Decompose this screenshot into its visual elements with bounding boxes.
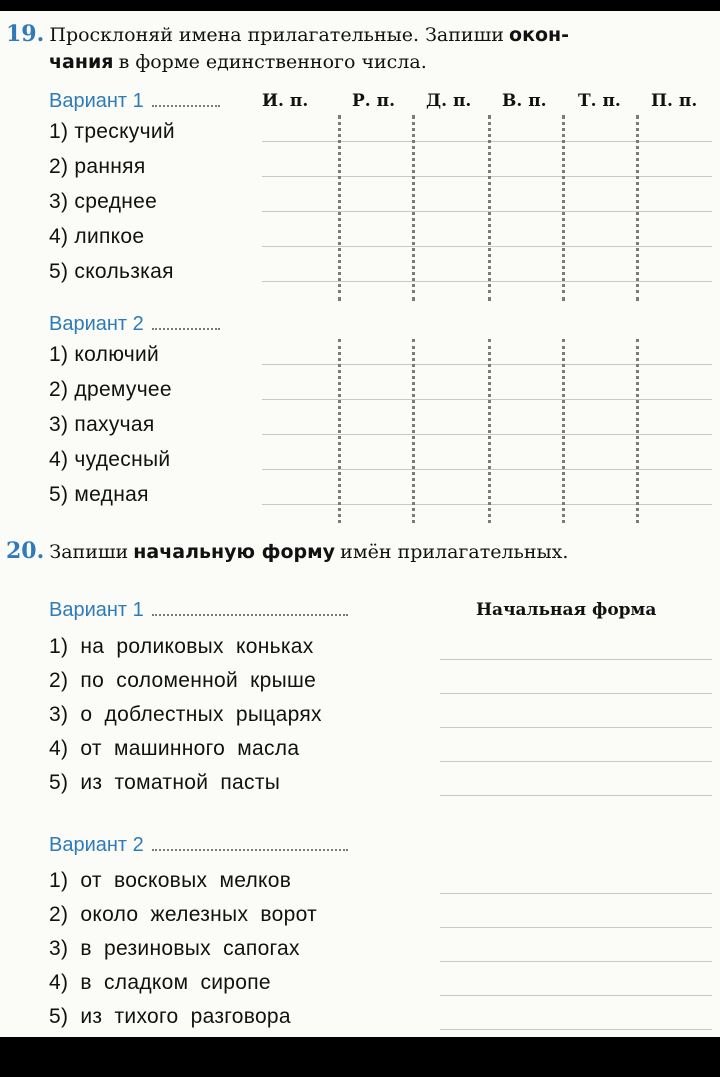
answer-line xyxy=(440,961,712,962)
answer-line xyxy=(440,795,712,796)
list-item: 4) от машинного масла xyxy=(49,737,300,760)
answer-line xyxy=(440,927,712,928)
worksheet-page xyxy=(0,11,720,1037)
answer-line xyxy=(262,141,712,142)
answer-line xyxy=(440,761,712,762)
case-header: Т. п. xyxy=(578,91,621,111)
case-header: И. п. xyxy=(262,91,309,111)
list-item: 2) около железных ворот xyxy=(49,903,317,926)
answer-line xyxy=(262,246,712,247)
case-header: Д. п. xyxy=(426,91,472,111)
list-item: 4) липкое xyxy=(49,225,145,248)
task-19-text-line2: в форме единственного числа. xyxy=(118,51,427,73)
answer-line xyxy=(262,176,712,177)
task-20-number: 20. xyxy=(6,538,45,564)
list-item: 2) дремучее xyxy=(49,378,172,401)
list-item: 1) колючий xyxy=(49,343,160,366)
task-20-variant-2-label: Вариант 2 xyxy=(49,834,144,856)
answer-line xyxy=(440,893,712,894)
answer-line xyxy=(440,1029,712,1030)
column-divider xyxy=(636,339,639,523)
list-item: 5) из тихого разговора xyxy=(49,1005,291,1028)
dotted-leader xyxy=(152,104,220,107)
column-divider xyxy=(488,115,491,301)
list-item: 2) по соломенной крыше xyxy=(49,669,317,692)
answer-line xyxy=(440,659,712,660)
column-divider xyxy=(338,339,341,523)
task-20-text-rest: имён прилагательных. xyxy=(340,541,569,563)
column-divider xyxy=(412,115,415,301)
list-item: 1) от восковых мелков xyxy=(49,869,292,892)
task-19-variant-1-label-row xyxy=(49,90,220,113)
column-divider xyxy=(488,339,491,523)
task-20-variant-1-label-row xyxy=(49,599,348,622)
answer-line xyxy=(440,693,712,694)
answer-line xyxy=(262,504,712,505)
list-item: 2) ранняя xyxy=(49,155,146,178)
list-item: 3) среднее xyxy=(49,190,158,213)
column-divider xyxy=(412,339,415,523)
answer-line xyxy=(262,434,712,435)
task-19-bold-word: окон- xyxy=(509,24,570,46)
list-item: 3) в резиновых сапогах xyxy=(49,937,300,960)
task-19-variant-2-label: Вариант 2 xyxy=(49,313,144,335)
task-19-variant-2-label-row xyxy=(49,313,220,336)
answer-line xyxy=(262,211,712,212)
task-19-text-line1: Просклоняй имена прилагательные. Запиши xyxy=(49,24,504,46)
list-item: 4) в сладком сиропе xyxy=(49,971,271,994)
task-20-text-prefix: Запиши xyxy=(49,541,129,563)
answer-line xyxy=(440,727,712,728)
case-header: П. п. xyxy=(651,91,698,111)
column-divider xyxy=(636,115,639,301)
initial-form-header: Начальная форма xyxy=(476,600,657,620)
dotted-leader xyxy=(152,848,348,851)
task-20-variant-1-label: Вариант 1 xyxy=(49,599,144,621)
list-item: 1) трескучий xyxy=(49,120,175,143)
list-item: 3) о доблестных рыцарях xyxy=(49,703,322,726)
task-20-bold-words: начальную форму xyxy=(133,541,336,563)
case-header: В. п. xyxy=(502,91,547,111)
answer-line xyxy=(262,399,712,400)
dotted-leader xyxy=(152,327,220,330)
task-19-variant-1-label: Вариант 1 xyxy=(49,90,144,112)
list-item: 5) скользкая xyxy=(49,260,174,283)
answer-line xyxy=(262,281,712,282)
answer-line xyxy=(262,364,712,365)
dotted-leader xyxy=(152,613,348,616)
case-header: Р. п. xyxy=(352,91,395,111)
column-divider xyxy=(562,339,565,523)
column-divider xyxy=(562,115,565,301)
task-20-heading xyxy=(6,538,568,564)
task-19-number: 19. xyxy=(6,21,45,47)
answer-line xyxy=(440,995,712,996)
task-19-heading xyxy=(6,21,569,47)
task-20-variant-2-label-row xyxy=(49,834,348,857)
task-19-bold-word-2: чания xyxy=(49,51,114,73)
column-divider xyxy=(338,115,341,301)
list-item: 3) пахучая xyxy=(49,413,155,436)
list-item: 5) медная xyxy=(49,483,149,506)
answer-line xyxy=(262,469,712,470)
list-item: 5) из томатной пасты xyxy=(49,771,281,794)
list-item: 1) на роликовых коньках xyxy=(49,635,314,658)
list-item: 4) чудесный xyxy=(49,448,171,471)
task-19-heading-line2 xyxy=(49,51,427,73)
